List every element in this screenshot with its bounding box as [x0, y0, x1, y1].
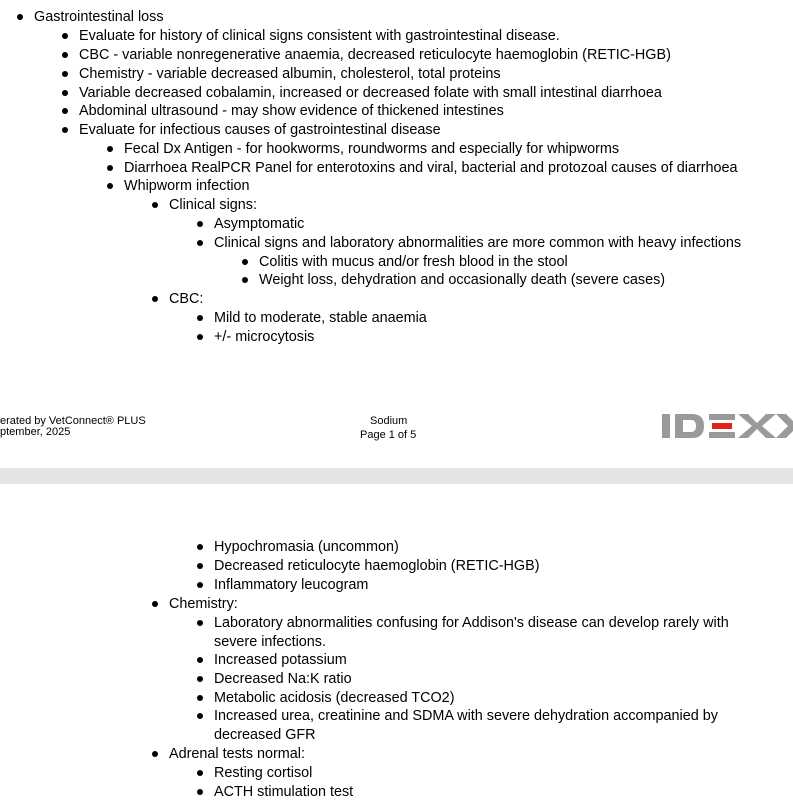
bullet — [62, 108, 68, 114]
list-item: Laboratory abnormalities confusing for Addison's disease can develop rarely with severe infections. — [214, 615, 729, 650]
bullet — [107, 165, 113, 171]
list-item: Chemistry - variable decreased albumin, cholesterol, total proteins — [79, 66, 501, 82]
list-item: Asymptomatic — [214, 216, 305, 232]
list-item: Decreased reticulocyte haemoglobin (RETIC-HGB) — [214, 558, 540, 574]
list-item: CBC: — [169, 291, 204, 307]
list-item: ACTH stimulation test — [214, 784, 354, 800]
bullet — [107, 183, 113, 189]
list-item: Abdominal ultrasound - may show evidence of thickened intestines — [79, 103, 504, 119]
list-item: Increased urea, creatinine and SDMA with severe dehydration accompanied by decreased GFR — [214, 708, 718, 743]
list-item: Whipworm infection — [124, 178, 250, 194]
bullet — [152, 601, 158, 607]
bullet — [197, 315, 203, 321]
footer-generated-by: erated by VetConnect® PLUS — [0, 415, 146, 427]
list-item: Evaluate for infectious causes of gastrointestinal disease — [79, 122, 441, 138]
bullet — [242, 277, 248, 283]
list-item: Gastrointestinal loss — [34, 9, 164, 25]
bullet — [197, 770, 203, 776]
bullet — [197, 713, 203, 719]
list-item: Clinical signs and laboratory abnormalities are more common with heavy infections — [214, 235, 742, 251]
list-item: Metabolic acidosis (decreased TCO2) — [214, 690, 455, 706]
bullet — [197, 544, 203, 550]
bullet — [152, 751, 158, 757]
bullet — [17, 14, 23, 20]
list-item: Colitis with mucus and/or fresh blood in the stool — [259, 254, 568, 270]
list-item: Chemistry: — [169, 596, 238, 612]
list-item: Diarrhoea RealPCR Panel for enterotoxins and viral, bacterial and protozoal causes of diarrhoea — [124, 160, 738, 176]
bullet — [242, 259, 248, 265]
bullet — [197, 334, 203, 340]
bullet — [197, 676, 203, 682]
bullet — [197, 240, 203, 246]
bullet — [152, 296, 158, 302]
list-item: Weight loss, dehydration and occasionally death (severe cases) — [259, 272, 666, 288]
list-item: Mild to moderate, stable anaemia — [214, 310, 427, 326]
bullet — [62, 71, 68, 77]
bullet — [62, 52, 68, 58]
bullet — [152, 202, 158, 208]
bullet — [107, 146, 113, 152]
list-item: Decreased Na:K ratio — [214, 671, 352, 687]
footer-date: ptember, 2025 — [0, 426, 71, 438]
bullet — [62, 127, 68, 133]
list-item: Evaluate for history of clinical signs consistent with gastrointestinal disease. — [79, 28, 560, 44]
list-item: Increased potassium — [214, 652, 347, 668]
list-item: Inflammatory leucogram — [214, 577, 369, 593]
bullet — [197, 582, 203, 588]
list-item: +/- microcytosis — [214, 329, 315, 345]
bullet — [197, 620, 203, 626]
footer-page-number: Page 1 of 5 — [360, 429, 417, 441]
footer-topic: Sodium — [370, 415, 408, 427]
list-item: Resting cortisol — [214, 765, 313, 781]
list-item: Adrenal tests normal: — [169, 746, 305, 762]
bullet — [197, 695, 203, 701]
bullet — [197, 563, 203, 569]
list-item: Fecal Dx Antigen - for hookworms, roundworms and especially for whipworms — [124, 141, 620, 157]
document-page-2 — [0, 484, 793, 801]
list-item: CBC - variable nonregenerative anaemia, decreased reticulocyte haemoglobin (RETIC-HGB) — [79, 47, 671, 63]
page-separator — [0, 468, 793, 484]
list-item: Hypochromasia (uncommon) — [214, 539, 399, 555]
list-item: Variable decreased cobalamin, increased or decreased folate with small intestinal diarrhoea — [79, 85, 662, 101]
idexx-logo — [660, 412, 793, 440]
bullet — [197, 657, 203, 663]
bullet — [197, 789, 203, 795]
bullet — [62, 33, 68, 39]
bullet — [62, 90, 68, 96]
bullet — [197, 221, 203, 227]
list-item: Clinical signs: — [169, 197, 257, 213]
